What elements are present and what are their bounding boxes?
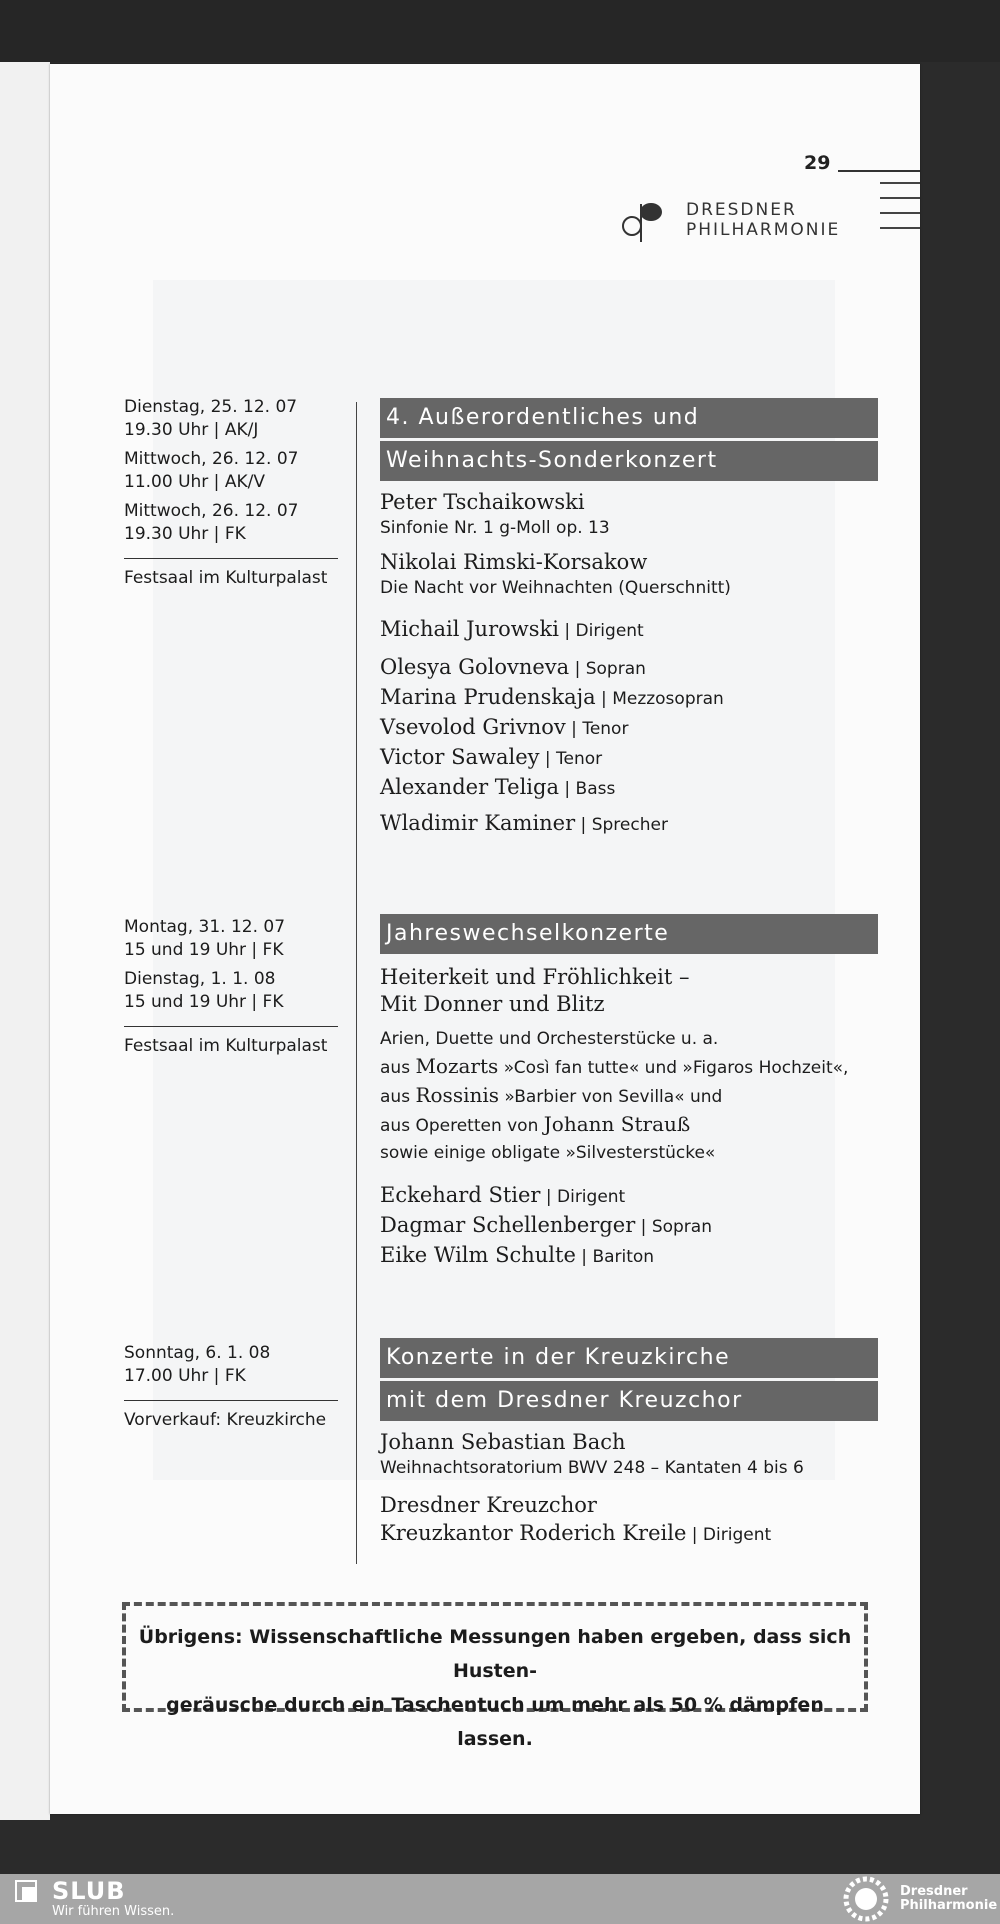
performer-name: Vsevolod Grivnov bbox=[380, 715, 566, 739]
performer: Victor Sawaley | Tenor bbox=[380, 745, 603, 769]
program-subtitle: Mit Donner und Blitz bbox=[380, 992, 605, 1016]
performer-role: Sprecher bbox=[591, 815, 668, 835]
program-description: aus Rossinis »Barbier von Sevilla« und bbox=[380, 1083, 723, 1107]
slub-logo[interactable] bbox=[14, 1878, 174, 1919]
event-date: Sonntag, 6. 1. 08 bbox=[124, 1343, 271, 1363]
event-1-dates bbox=[124, 396, 340, 590]
composer-name: Johann Sebastian Bach bbox=[380, 1430, 626, 1454]
dp-line-2: Philharmonie bbox=[900, 1898, 998, 1913]
performer-name: Michail Jurowski bbox=[380, 617, 559, 641]
event-time: 15 und 19 Uhr | FK bbox=[124, 992, 284, 1012]
event-title-band: Weihnachts-Sonderkonzert bbox=[380, 441, 878, 481]
note-logo-icon bbox=[618, 196, 676, 244]
performer-role: Dirigent bbox=[702, 1525, 772, 1545]
program-description: sowie einige obligate »Silvesterstücke« bbox=[380, 1143, 716, 1163]
event-date: Mittwoch, 26. 12. 07 bbox=[124, 501, 299, 521]
performer-role: Tenor bbox=[582, 719, 629, 739]
event-time: 15 und 19 Uhr | FK bbox=[124, 940, 284, 960]
event-venue: Vorverkauf: Kreuzkirche bbox=[124, 1410, 327, 1430]
logo-line-1: DRESDNER bbox=[686, 200, 797, 220]
page-number: 29 bbox=[804, 152, 831, 174]
performer-name: Olesya Golovneva bbox=[380, 655, 570, 679]
performer: Eckehard Stier | Dirigent bbox=[380, 1183, 626, 1207]
event-title-band: mit dem Dresdner Kreuzchor bbox=[380, 1381, 878, 1421]
performer: Alexander Teliga | Bass bbox=[380, 775, 616, 799]
program-description: aus Operetten von Johann Strauß bbox=[380, 1112, 691, 1136]
slub-tagline: Wir führen Wissen. bbox=[52, 1904, 175, 1919]
event-2-program bbox=[380, 914, 880, 1271]
performer: Olesya Golovneva | Sopran bbox=[380, 655, 646, 679]
performer-name: Alexander Teliga bbox=[380, 775, 559, 799]
event-3-dates bbox=[124, 1342, 340, 1432]
event-3-program bbox=[380, 1338, 880, 1549]
separator bbox=[124, 1026, 338, 1027]
event-time: 11.00 Uhr | AK/V bbox=[124, 472, 265, 492]
performer-role: Dirigent bbox=[575, 621, 644, 641]
performer-role: Bariton bbox=[592, 1247, 655, 1267]
event-time: 19.30 Uhr | FK bbox=[124, 524, 246, 544]
performer-role: Sopran bbox=[651, 1217, 712, 1237]
notice-box bbox=[122, 1602, 868, 1750]
work-title: Sinfonie Nr. 1 g-Moll op. 13 bbox=[380, 518, 610, 538]
dp-line-1: Dresdner bbox=[900, 1884, 968, 1899]
header-bars bbox=[880, 182, 920, 242]
header-rule bbox=[838, 170, 920, 172]
notice-line-2: geräusche durch ein Taschentuch um mehr als 50 % dämpfen lassen. bbox=[166, 1694, 824, 1750]
event-date: Dienstag, 1. 1. 08 bbox=[124, 969, 276, 989]
performer-role: Sopran bbox=[585, 659, 646, 679]
performer-name: Victor Sawaley bbox=[380, 745, 540, 769]
performer-name: Dagmar Schellenberger bbox=[380, 1213, 636, 1237]
event-2-dates bbox=[124, 916, 340, 1058]
performer-name: Eckehard Stier bbox=[380, 1183, 541, 1207]
performer-role: Dirigent bbox=[557, 1187, 626, 1207]
philharmonie-logo bbox=[618, 196, 840, 244]
performer: Michail Jurowski | Dirigent bbox=[380, 617, 644, 641]
performer-role: Mezzosopran bbox=[612, 689, 724, 709]
performer-name: Marina Prudenskaja bbox=[380, 685, 596, 709]
performer-name: Eike Wilm Schulte bbox=[380, 1243, 576, 1267]
choir-name: Dresdner Kreuzchor bbox=[380, 1493, 597, 1517]
event-venue: Festsaal im Kulturpalast bbox=[124, 568, 328, 588]
notice-line-1: Übrigens: Wissenschaftliche Messungen haben ergeben, dass sich Husten- bbox=[138, 1626, 852, 1682]
performer: Dagmar Schellenberger | Sopran bbox=[380, 1213, 712, 1237]
logo-line-2: PHILHARMONIE bbox=[686, 220, 841, 240]
slub-mark-icon bbox=[14, 1879, 42, 1903]
event-date: Mittwoch, 26. 12. 07 bbox=[124, 449, 299, 469]
scan-background-top bbox=[0, 0, 1000, 62]
event-title-band: 4. Außerordentliches und bbox=[380, 398, 878, 438]
performer: Vsevolod Grivnov | Tenor bbox=[380, 715, 629, 739]
event-title-band: Konzerte in der Kreuzkirche bbox=[380, 1338, 878, 1378]
event-title-band: Jahreswechselkonzerte bbox=[380, 914, 878, 954]
previous-page-edge bbox=[0, 62, 50, 1820]
separator bbox=[124, 1400, 338, 1401]
composer-name: Nikolai Rimski-Korsakow bbox=[380, 550, 648, 574]
performer: Wladimir Kaminer | Sprecher bbox=[380, 811, 668, 835]
highlight-composer: Mozarts bbox=[415, 1054, 499, 1078]
event-date: Dienstag, 25. 12. 07 bbox=[124, 397, 298, 417]
event-date: Montag, 31. 12. 07 bbox=[124, 917, 286, 937]
performer-role: Tenor bbox=[556, 749, 603, 769]
highlight-composer: Rossinis bbox=[415, 1083, 500, 1107]
slub-title: SLUB bbox=[52, 1877, 126, 1905]
separator bbox=[124, 558, 338, 559]
performer-role: Bass bbox=[575, 779, 616, 799]
program-description: Arien, Duette und Orchesterstücke u. a. bbox=[380, 1029, 719, 1049]
performer-name: Kreuzkantor Roderich Kreile bbox=[380, 1521, 687, 1545]
performer-name: Wladimir Kaminer bbox=[380, 811, 576, 835]
dresdner-philharmonie-footer-logo[interactable] bbox=[840, 1876, 997, 1922]
composer-name: Peter Tschaikowski bbox=[380, 490, 585, 514]
sunburst-logo-icon bbox=[840, 1876, 892, 1922]
event-1-program bbox=[380, 398, 880, 839]
performer: Kreuzkantor Roderich Kreile | Dirigent bbox=[380, 1521, 772, 1545]
event-venue: Festsaal im Kulturpalast bbox=[124, 1036, 328, 1056]
column-divider bbox=[356, 402, 357, 1564]
performer: Eike Wilm Schulte | Bariton bbox=[380, 1243, 655, 1267]
program-title: Heiterkeit und Fröhlichkeit – bbox=[380, 965, 690, 989]
program-description: aus Mozarts »Così fan tutte« und »Figaros Hochzeit«, bbox=[380, 1054, 849, 1078]
performer: Marina Prudenskaja | Mezzosopran bbox=[380, 685, 724, 709]
event-time: 19.30 Uhr | AK/J bbox=[124, 420, 259, 440]
work-title: Weihnachtsoratorium BWV 248 – Kantaten 4 bis 6 bbox=[380, 1458, 804, 1478]
highlight-composer: Johann Strauß bbox=[543, 1112, 691, 1136]
event-time: 17.00 Uhr | FK bbox=[124, 1366, 246, 1386]
work-title: Die Nacht vor Weihnachten (Querschnitt) bbox=[380, 578, 731, 598]
